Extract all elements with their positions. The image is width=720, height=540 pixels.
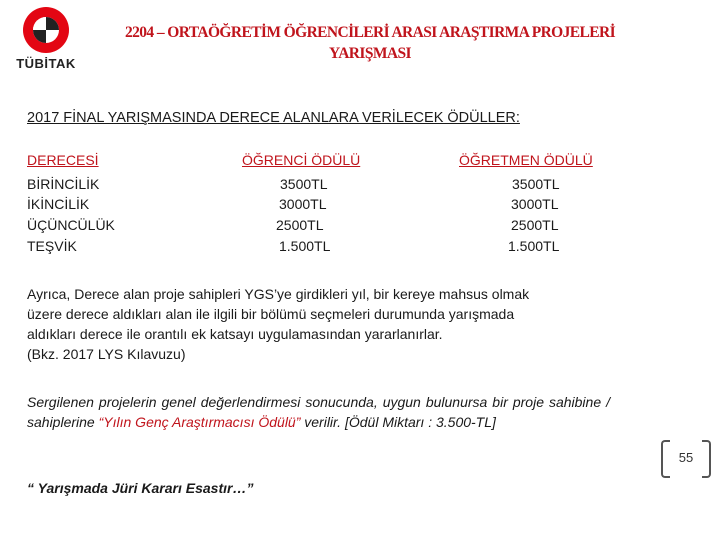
paragraph-line: (Bkz. 2017 LYS Kılavuzu) [27, 346, 186, 362]
tubitak-emblem-icon [8, 6, 84, 56]
page-title [100, 22, 640, 64]
young-researcher-paragraph [27, 392, 610, 432]
row-4-degree: TEŞVİK [27, 238, 77, 254]
row-3-student: 2500TL [276, 217, 324, 233]
paragraph-line: aldıkları derece ile orantılı ek katsayı uygulamasından yararlanırlar. [27, 326, 443, 342]
row-3-teacher: 2500TL [511, 217, 559, 233]
header-teacher-award: ÖĞRETMEN ÖDÜLÜ [459, 152, 593, 168]
tubitak-logo [8, 6, 84, 78]
row-4-student: 1.500TL [279, 238, 331, 254]
row-3-degree: ÜÇÜNCÜLÜK [27, 217, 115, 233]
header-degree: DERECESİ [27, 152, 99, 168]
title-line-2: YARIŞMASI [329, 45, 411, 62]
row-2-student: 3000TL [279, 196, 327, 212]
row-2-teacher: 3000TL [511, 196, 559, 212]
jury-note: “ Yarışmada Jüri Kararı Esastır…” [27, 480, 254, 496]
row-1-student: 3500TL [280, 176, 328, 192]
page-number-badge [661, 440, 711, 476]
title-line-1: 2204 – ORTAÖĞRETİM ÖĞRENCİLERİ ARASI ARAŞTIRMA PROJELERİ [124, 24, 616, 41]
award-name: “Yılın Genç Araştırmacısı Ödülü” [98, 414, 301, 430]
paragraph-line: Ayrıca, Derece alan proje sahipleri YGS’ye girdikleri yıl, bir kereye mahsus olmak [27, 286, 530, 302]
header-student-award: ÖĞRENCİ ÖDÜLÜ [242, 152, 361, 168]
logo-text: TÜBİTAK [16, 56, 76, 71]
row-1-degree: BİRİNCİLİK [27, 176, 100, 192]
awards-subheading: 2017 FİNAL YARIŞMASINDA DERECE ALANLARA VERİLECEK ÖDÜLLER: [27, 110, 520, 126]
ygs-info-paragraph [27, 284, 627, 364]
row-1-teacher: 3500TL [512, 176, 560, 192]
paragraph-text-after: verilir. [Ödül Miktarı : 3.500-TL] [300, 414, 496, 430]
row-4-teacher: 1.500TL [508, 238, 560, 254]
row-2-degree: İKİNCİLİK [27, 196, 90, 212]
page-number: 55 [678, 450, 694, 465]
paragraph-text-before: Sergilenen projelerin genel değerlendirmesi sonucunda, uygun bulunursa bir proje sahibine / sahiplerine [27, 394, 610, 430]
paragraph-line: üzere derece aldıkları alan ile ilgili bir bölümü seçmeleri durumunda yarışmada [27, 306, 515, 322]
